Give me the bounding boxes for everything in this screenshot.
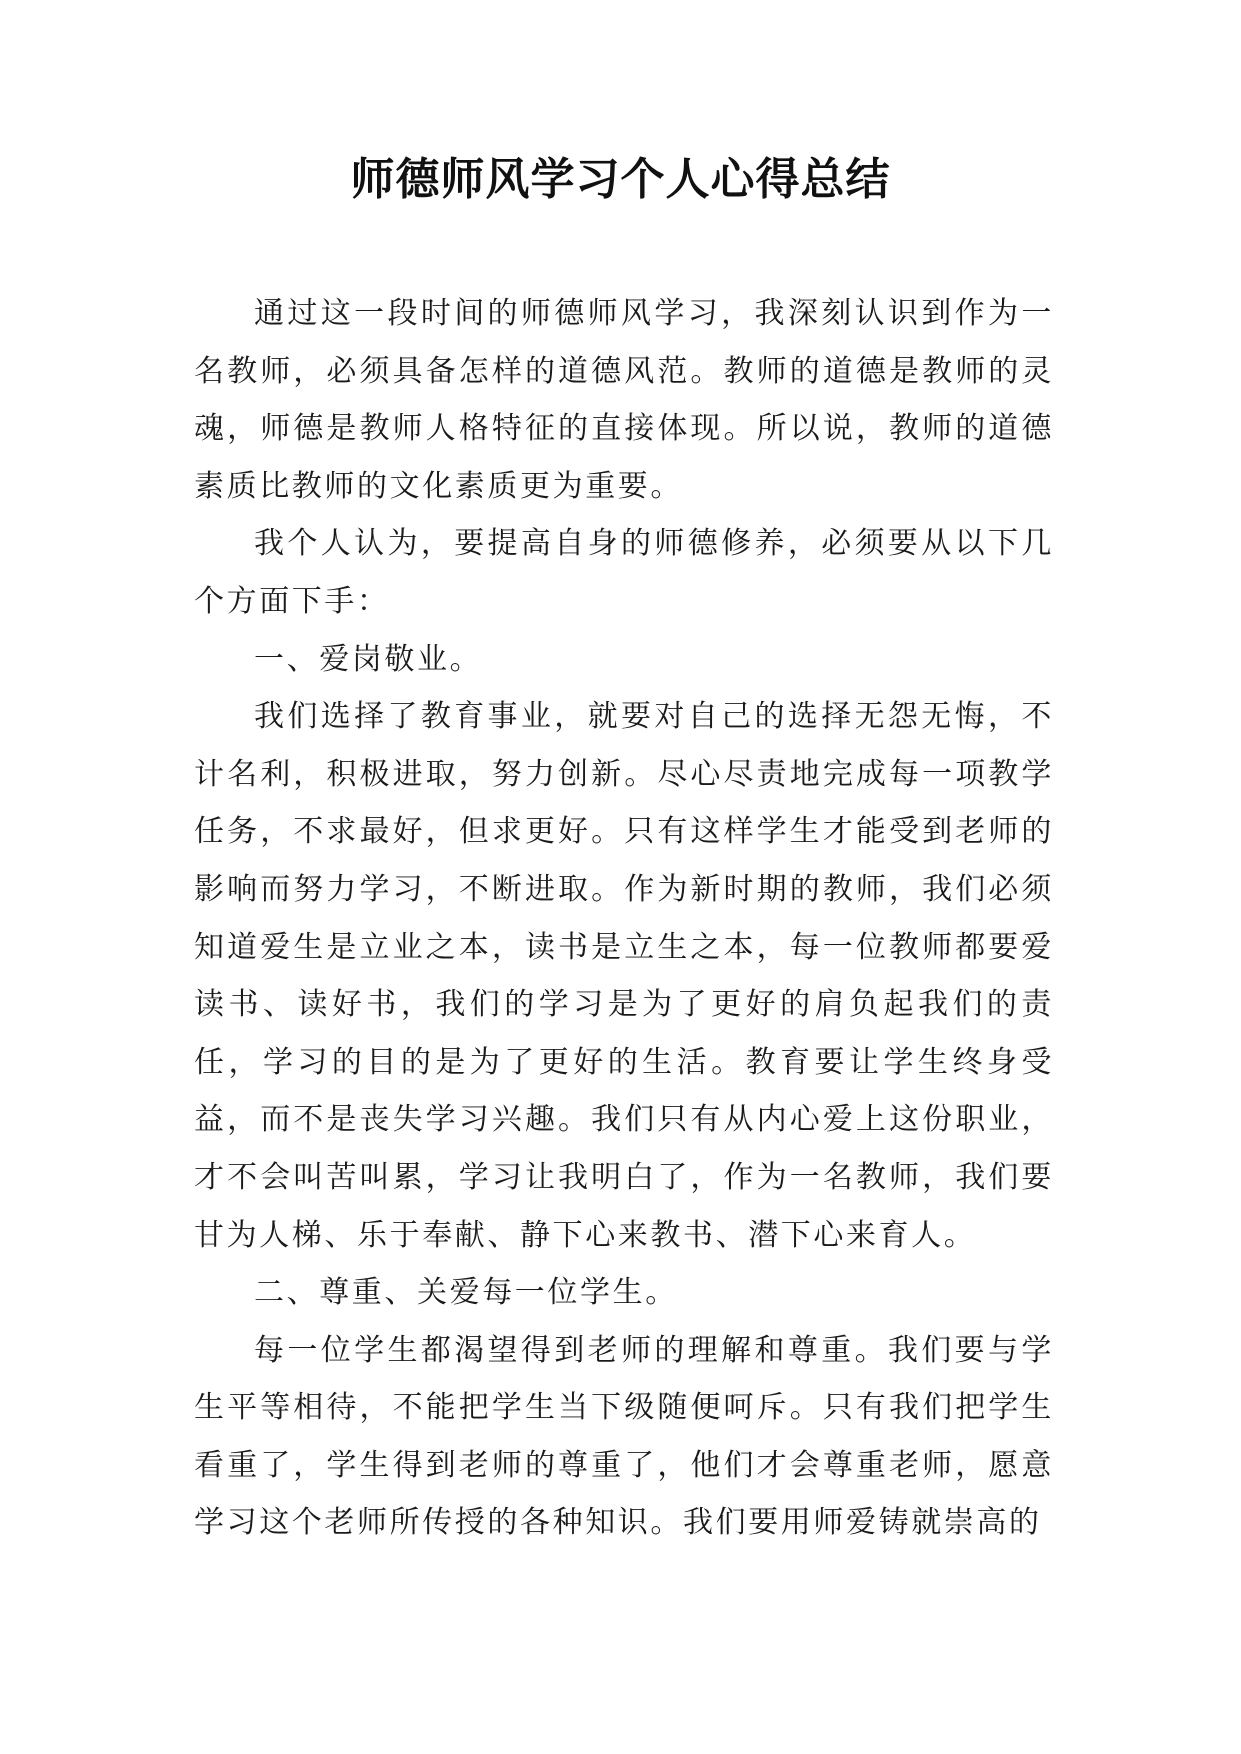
paragraph-section-2: 每一位学生都渴望得到老师的理解和尊重。我们要与学生平等相待，不能把学生当下级随便呵斥。只有我们把学生看重了，学生得到老师的尊重了，他们才会尊重老师，愿意学习这个老师所传授的各种知识。我们要用师爱铸就崇高的 <box>194 1332 1054 1541</box>
document-body <box>194 285 1054 1552</box>
paragraph-intro: 通过这一段时间的师德师风学习，我深刻认识到作为一名教师，必须具备怎样的道德风范。教师的道德是教师的灵魂，师德是教师人格特征的直接体现。所以说，教师的道德素质比教师的文化素质更为重要。 <box>194 296 1054 504</box>
document-title: 师德师风学习个人心得总结 <box>350 154 891 205</box>
paragraph-aspects-lead: 我个人认为，要提高自身的师德修养，必须要从以下几个方面下手： <box>194 526 1054 619</box>
section-heading-2: 二、尊重、关爱每一位学生。 <box>254 1275 678 1311</box>
paragraph-section-1: 我们选择了教育事业，就要对自己的选择无怨无悔，不计名利，积极进取，努力创新。尽心尽责地完成每一项教学任务，不求最好，但求更好。只有这样学生才能受到老师的影响而努力学习，不断进取。作为新时期的教师，我们必须知道爱生是立业之本，读书是立生之本，每一位教师都要爱读书、读好书，我们的学习是为了更好的肩负起我们的责任，学习的目的是为了更好的生活。教育要让学生终身受益，而不是丧失学习兴趣。我们只有从内心爱上这份职业，才不会叫苦叫累，学习让我明白了，作为一名教师，我们要甘为人梯、乐于奉献、静下心来教书、潜下心来育人。 <box>194 699 1054 1253</box>
section-heading-1: 一、爱岗敬业。 <box>254 641 483 677</box>
